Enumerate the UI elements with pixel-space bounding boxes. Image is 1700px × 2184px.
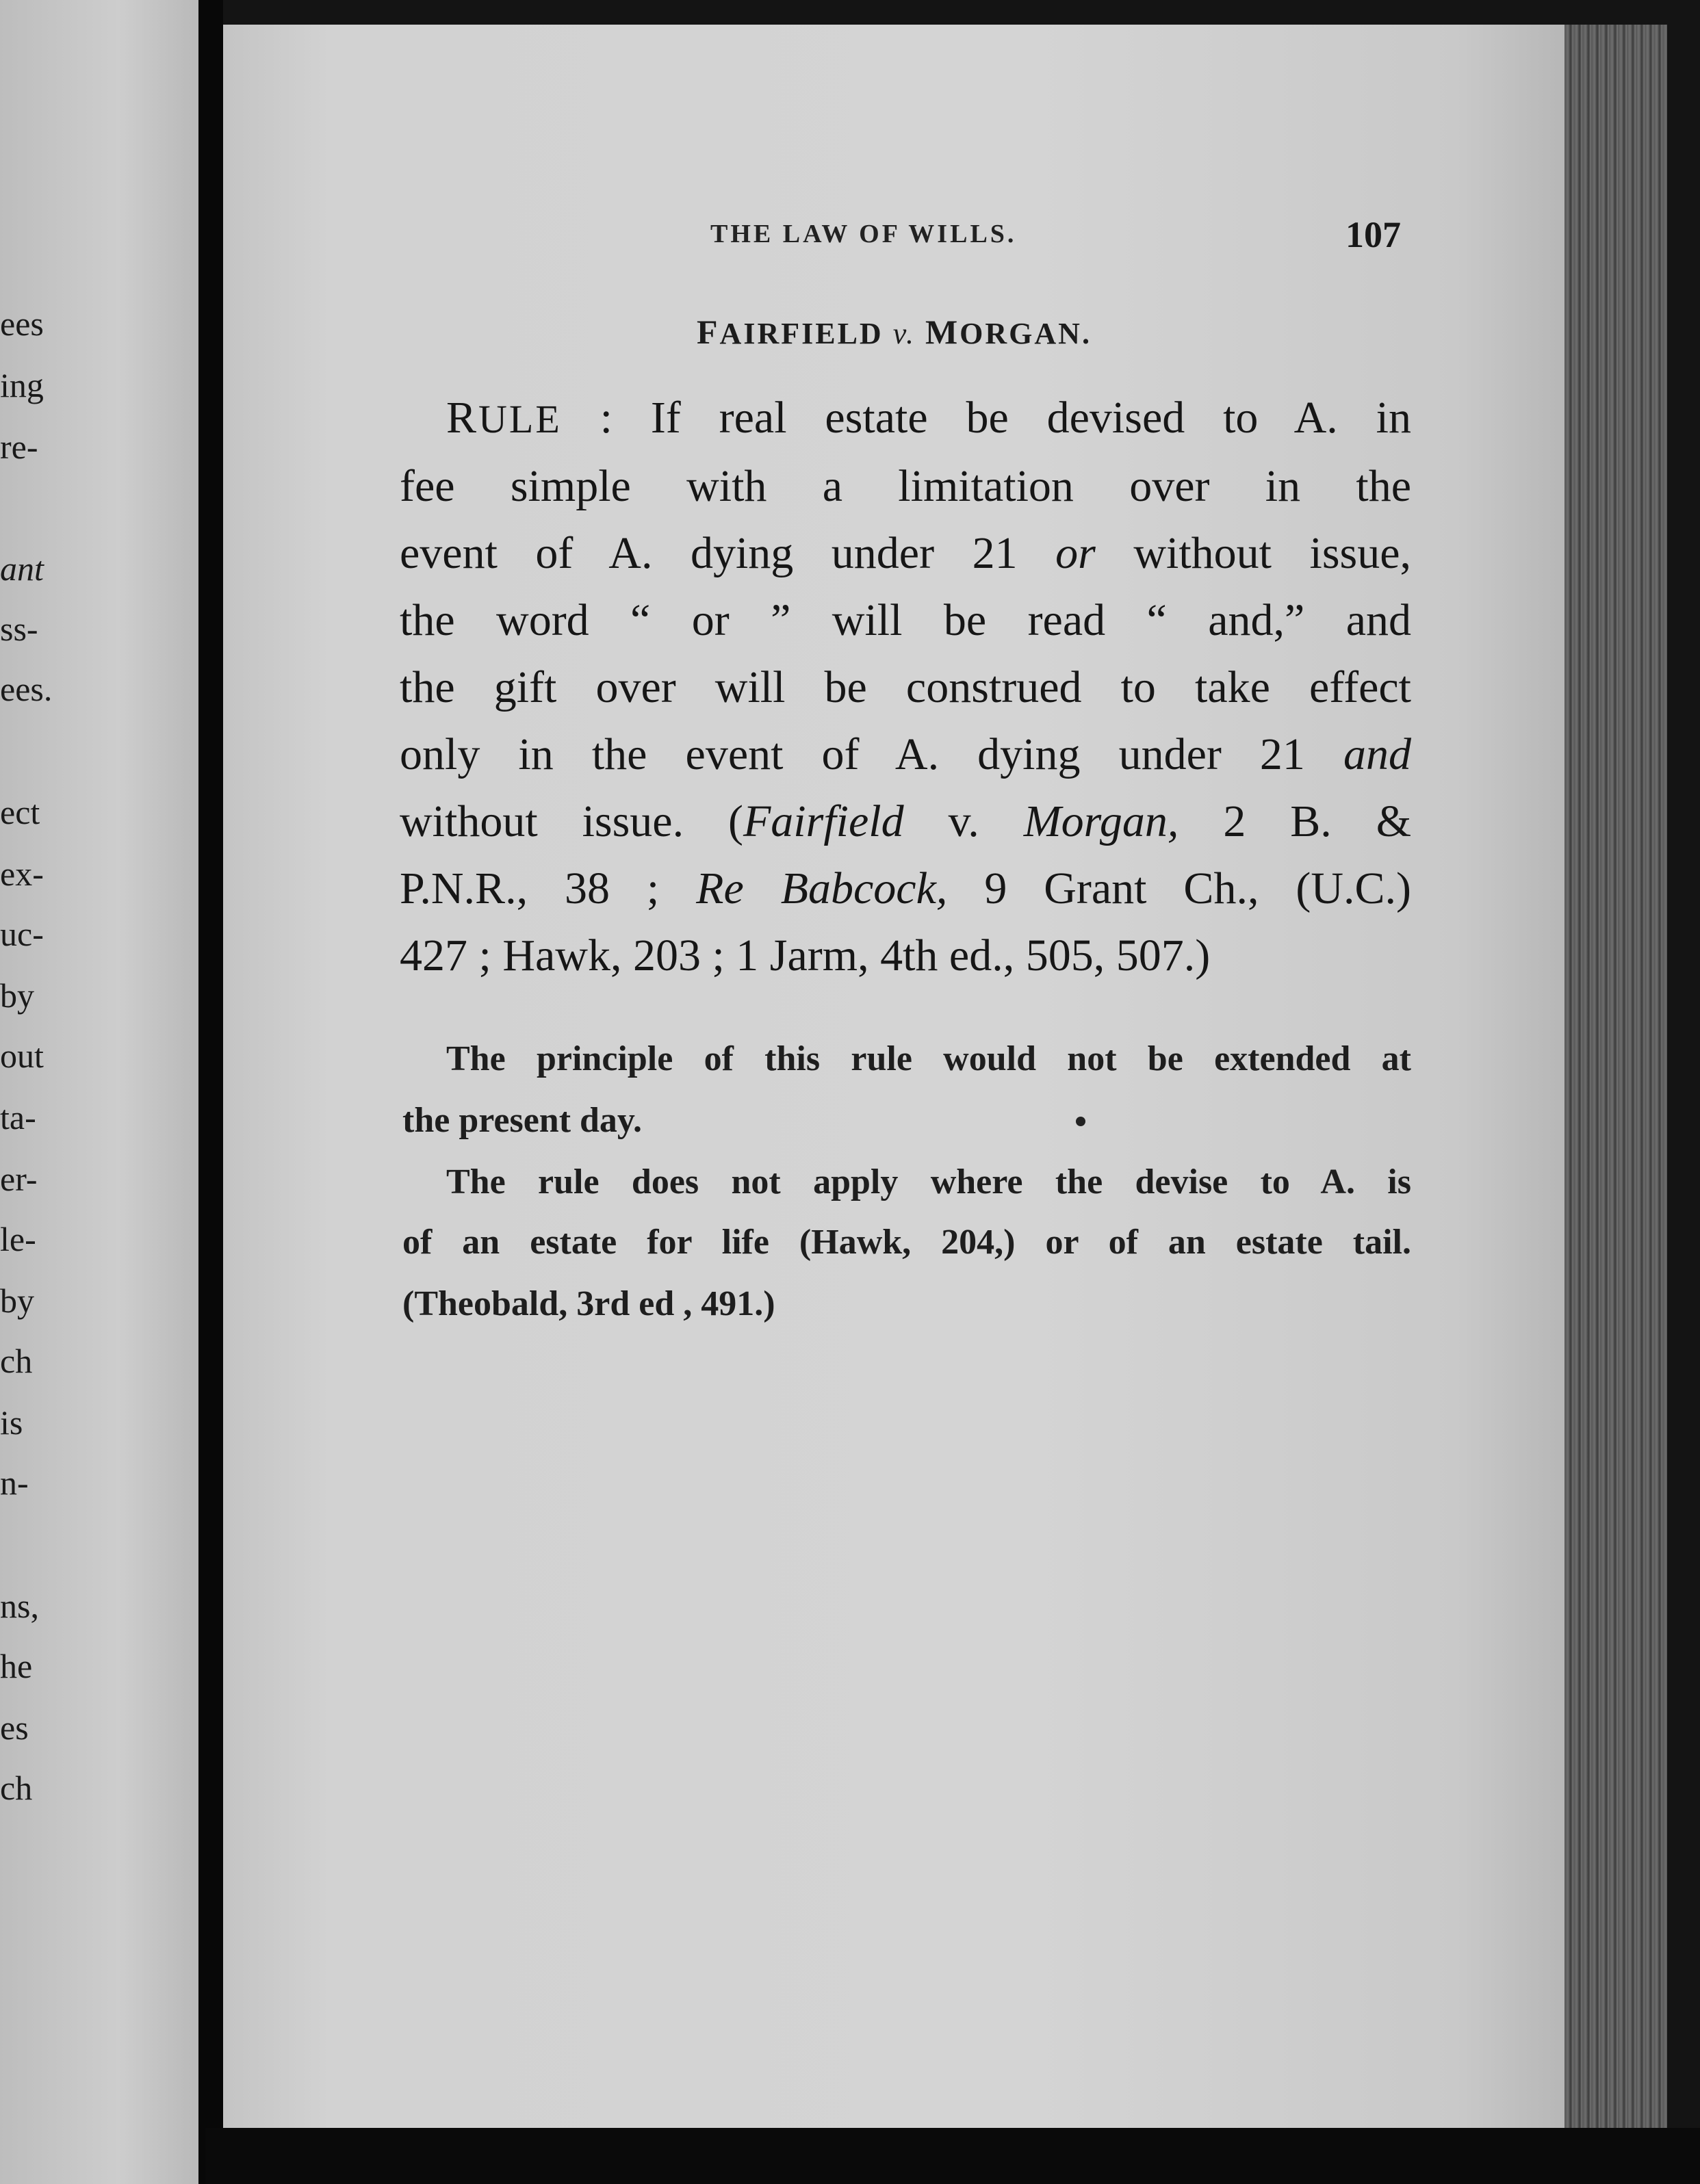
facing-page-fragment: er- (0, 1160, 38, 1198)
facing-page-fragment: ch (0, 1769, 33, 1807)
note-2-line-1: The rule does not apply where the devise to A. is (446, 1162, 1411, 1201)
running-head: THE LAW OF WILLS. (710, 220, 1017, 248)
note-1-line-1: The principle of this rule would not be extended at (446, 1039, 1411, 1078)
rule-line-8: P.N.R., 38 ; Re Babcock, 9 Grant Ch., (U.C.) (400, 863, 1412, 913)
facing-page-fragment: es (0, 1708, 29, 1747)
rule-line-7: without issue. (Fairfield v. Morgan, 2 B. & (400, 796, 1412, 846)
rule-line-6: only in the event of A. dying under 21 and (400, 729, 1412, 779)
case-title: FAIRFIELD v. MORGAN. (697, 313, 1092, 351)
note-1-line-2: the present day. (402, 1101, 643, 1140)
rule-line-2: fee simple with a limitation over in the (400, 461, 1411, 511)
facing-page-fragment: le- (0, 1220, 36, 1258)
rule-line-1: RULE : If real estate be devised to A. in (446, 393, 1411, 443)
facing-page-fragment: ing (0, 366, 44, 404)
facing-page-fragment: by (0, 976, 34, 1015)
facing-page-fragment: ees (0, 304, 44, 343)
rule-line-4: the word “ or ” will be read “ and,” and (400, 595, 1411, 645)
facing-page-fragment: ta- (0, 1098, 36, 1136)
facing-page-fragment: ss- (0, 610, 38, 648)
scan-border (205, 2128, 1700, 2184)
facing-page-fragment: uc- (0, 915, 44, 953)
note-2-line-3: (Theobald, 3rd ed , 491.) (402, 1284, 775, 1323)
rule-line-9: 427 ; Hawk, 203 ; 1 Jarm, 4th ed., 505, 507.) (400, 931, 1211, 980)
facing-page-fragment: by (0, 1282, 34, 1320)
facing-page-fragment: ch (0, 1342, 33, 1380)
book-gutter (198, 0, 223, 2184)
rule-line-5: the gift over will be construed to take effect (400, 662, 1411, 712)
facing-page-fragment: ees. (0, 670, 53, 708)
facing-page-fragment: n- (0, 1464, 29, 1502)
facing-page-fragment: ect (0, 793, 40, 831)
facing-page-fragment: out (0, 1037, 44, 1075)
facing-page-fragment: ant (0, 549, 44, 588)
facing-page-fragment: he (0, 1647, 33, 1685)
facing-page (0, 0, 198, 2184)
facing-page-fragment: is (0, 1403, 23, 1442)
rule-label: RULE (446, 393, 562, 443)
facing-page-fragment: ex- (0, 855, 44, 893)
page-edges (1564, 25, 1667, 2128)
facing-page-fragment: ns, (0, 1587, 39, 1625)
note-2-line-2: of an estate for life (Hawk, 204,) or of an estate tail. (402, 1223, 1411, 1262)
ink-speck (1076, 1117, 1085, 1126)
facing-page-fragment: re- (0, 428, 38, 466)
rule-line-3: event of A. dying under 21 or without issue, (400, 528, 1411, 578)
page-number: 107 (1345, 214, 1401, 255)
